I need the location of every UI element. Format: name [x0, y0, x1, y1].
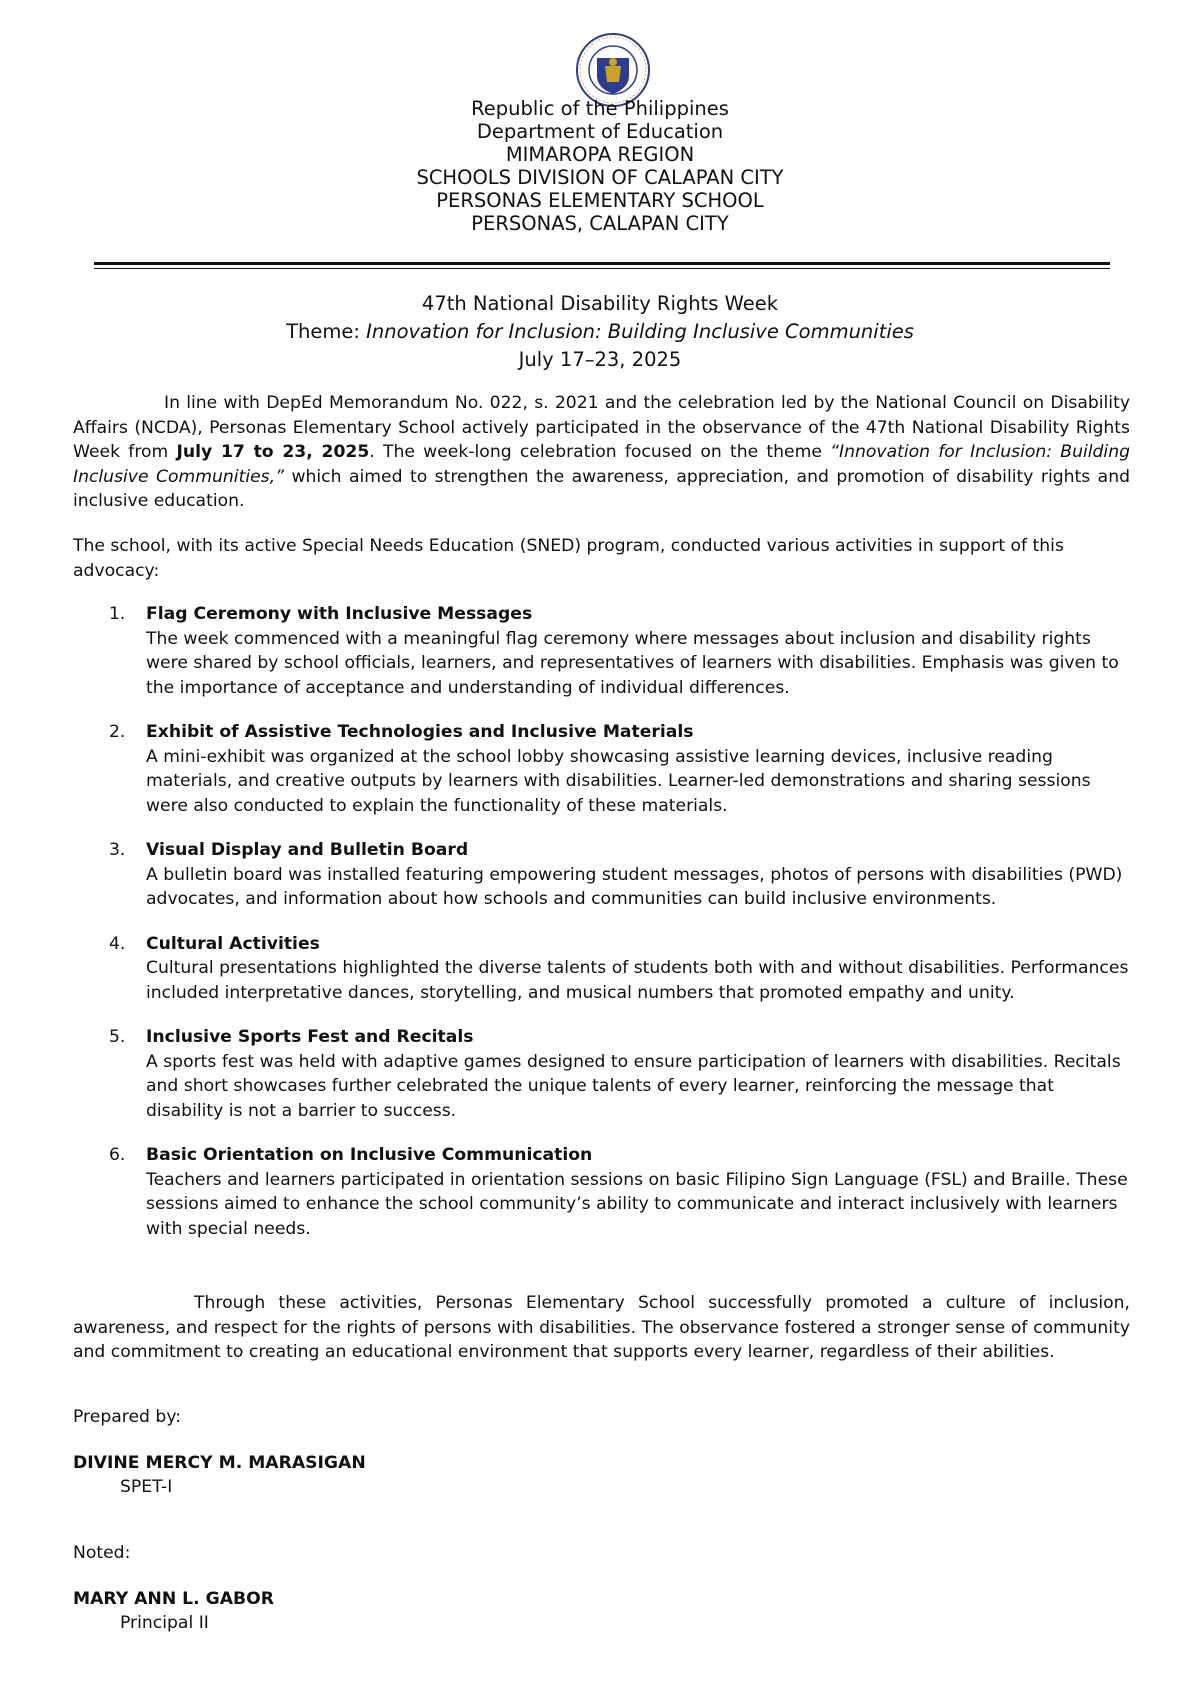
item-title: Inclusive Sports Fest and Recitals [146, 1027, 474, 1047]
item-number: 4. [109, 933, 126, 954]
letterhead-line-department: Department of Education [476, 120, 724, 143]
closing-paragraph: Through these activities, Personas Elementary School successfully promoted a culture of inclusion, awareness, and respect for the rights of persons with disabilities. The observance fostered a stronger sense of community and commitment to creating an educational environment that supports every learner, regardless of their abilities. [73, 1293, 1130, 1362]
letterhead-line-division: SCHOOLS DIVISION OF CALAPAN CITY [416, 166, 784, 189]
letterhead [0, 97, 1200, 235]
item-title: Exhibit of Assistive Technologies and Inclusive Materials [146, 722, 694, 742]
item-description: A sports fest was held with adaptive games designed to ensure participation of learners with disabilities. Recitals and short showcases further celebrated the unique talents of every learner, reinforcing the message that disability is not a barrier to success. [146, 1051, 1121, 1121]
item-number: 5. [109, 1027, 126, 1047]
list-item [73, 720, 1130, 818]
item-description: Cultural presentations highlighted the diverse talents of students both with and without disabilities. Performances included interpretative dances, storytelling, and musical numbers that promoted empathy and unity. [146, 958, 1129, 1003]
item-number: 2. [109, 722, 126, 742]
theme-text: Innovation for Inclusion: Building Inclusive Communities [366, 320, 914, 343]
theme-label: Theme: [286, 320, 367, 343]
item-title: Basic Orientation on Inclusive Communication [146, 1145, 593, 1165]
event-name: 47th National Disability Rights Week [421, 292, 779, 315]
sned-paragraph: The school, with its active Special Needs Education (SNED) program, conducted various activities in support of this advocacy: [73, 536, 1064, 581]
item-number: 3. [109, 840, 126, 860]
letterhead-line-region: MIMAROPA REGION [505, 143, 695, 166]
intro-text-b: . The week-long celebration focused on the theme [369, 442, 831, 462]
item-description: A bulletin board was installed featuring empowering student messages, photos of persons with disabilities (PWD) advocates, and information about how schools and communities can build inclusive environments. [146, 864, 1123, 909]
item-number: 6. [109, 1145, 126, 1165]
noted-by-label: Noted: [73, 1543, 131, 1563]
list-item [73, 932, 1130, 1006]
activities-list [73, 602, 1130, 1261]
prepared-by-label: Prepared by: [73, 1407, 182, 1427]
list-item [73, 602, 1130, 700]
report-title [0, 290, 1200, 374]
item-description: Teachers and learners participated in orientation sessions on basic Filipino Sign Language (FSL) and Braille. These sessions aimed to enhance the school community’s ability to communicate and interact inclusively with learners with special needs. [146, 1169, 1128, 1239]
intro-text-a: In line with DepEd Memorandum No. 022, s. 2021 and the celebration led by the National Council on Disability Affairs (NCDA), Personas Elementary School actively participated in the observance of the 47th National Disability Rights Week from [73, 393, 1130, 462]
prepared-by-name: DIVINE MERCY M. MARASIGAN [73, 1453, 366, 1473]
list-item [73, 1143, 1130, 1241]
noted-by-name: MARY ANN L. GABOR [73, 1589, 275, 1609]
item-title: Flag Ceremony with Inclusive Messages [146, 604, 533, 624]
intro-text-c: which aimed to strengthen the awareness, appreciation, and promotion of disability rights and inclusive education. [73, 466, 1131, 511]
event-theme [0, 318, 1200, 346]
header-divider-thin [94, 268, 1110, 269]
item-number: 1. [109, 604, 126, 624]
item-description: The week commenced with a meaningful flag ceremony where messages about inclusion and disability rights were shared by school officials, learners, and representatives of learners with disabilities. Emphasis was given to the importance of acceptance and understanding of individual differences. [146, 628, 1119, 698]
event-dates: July 17–23, 2025 [518, 348, 682, 371]
noted-by-position: Principal II [120, 1613, 209, 1633]
letterhead-line-republic: Republic of the Philippines [471, 97, 729, 120]
list-item [73, 1025, 1130, 1123]
intro-dates-bold: July 17 to 23, 2025 [176, 442, 370, 462]
item-title: Cultural Activities [146, 933, 320, 954]
intro-theme-italic: “Innovation for Inclusion: Building Inclusive Communities,” [73, 442, 1131, 487]
letterhead-line-address: PERSONAS, CALAPAN CITY [471, 212, 729, 235]
item-title: Visual Display and Bulletin Board [146, 840, 469, 860]
item-description: A mini-exhibit was organized at the school lobby showcasing assistive learning devices, inclusive reading materials, and creative outputs by learners with disabilities. Learner-led demonstrations and sharing sessions were also conducted to explain the functionality of these materials. [146, 746, 1091, 816]
header-divider-thick [94, 262, 1110, 265]
letterhead-line-school: PERSONAS ELEMENTARY SCHOOL [436, 189, 764, 212]
prepared-by-position: SPET-I [120, 1477, 173, 1497]
list-item [73, 838, 1130, 912]
intro-paragraph [73, 391, 1130, 514]
